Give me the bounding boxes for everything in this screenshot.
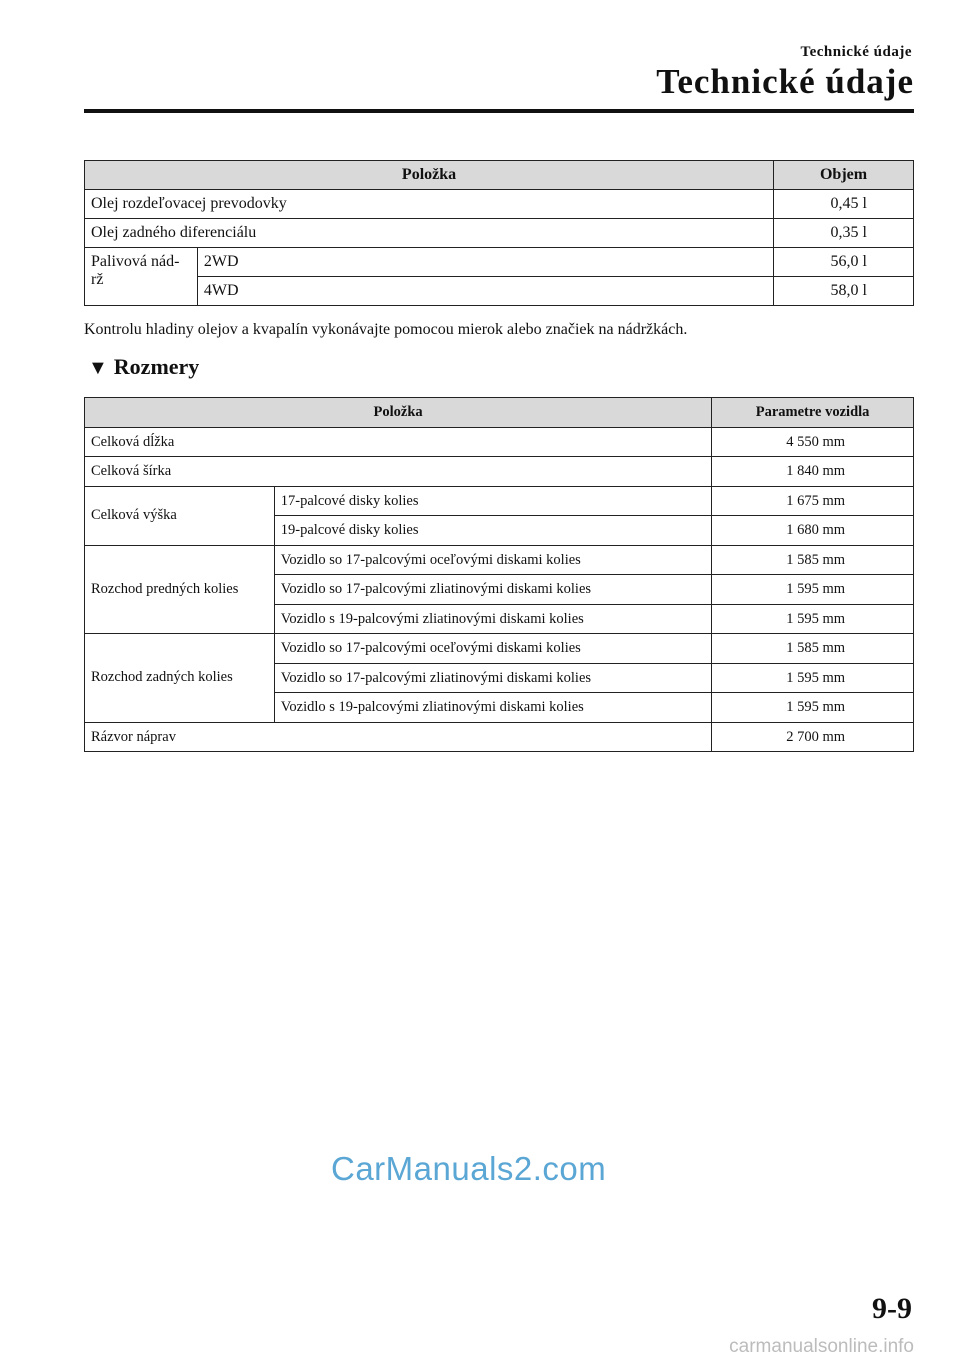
- row-sublabel: Vozidlo so 17-palcovými zliatinovými diskami kolies: [274, 575, 711, 605]
- table-row: [85, 545, 914, 575]
- row-sublabel: Vozidlo s 19-palcovými zliatinovými diskami kolies: [274, 693, 711, 723]
- row-label: Celková dĺžka: [85, 427, 712, 457]
- column-header-item: Položka: [85, 398, 712, 428]
- fuel-tank-label-line2: rž: [91, 271, 104, 288]
- row-label: Celková šírka: [85, 457, 712, 487]
- fluid-capacity-table: [84, 160, 914, 306]
- row-label: Olej zadného diferenciálu: [85, 219, 774, 248]
- row-value: 4 550 mm: [712, 427, 914, 457]
- row-sublabel: 17-palcové disky kolies: [274, 486, 711, 516]
- row-value: 0,35 l: [774, 219, 914, 248]
- table-row: [85, 277, 914, 306]
- table-row: [85, 457, 914, 487]
- table-row: [85, 427, 914, 457]
- table-row: [85, 219, 914, 248]
- row-value: 1 680 mm: [712, 516, 914, 546]
- page-number: 9-9: [872, 1292, 912, 1325]
- table-header-row: [85, 161, 914, 190]
- row-value: 1 595 mm: [712, 663, 914, 693]
- note-text: Kontrolu hladiny olejov a kvapalín vykonávajte pomocou mierok alebo značiek na nádržkách.: [84, 321, 688, 338]
- section-title: Rozmery: [113, 354, 200, 379]
- watermark-logo: CarManuals2.com: [331, 1150, 607, 1187]
- row-value: 0,45 l: [774, 190, 914, 219]
- table-row: [85, 190, 914, 219]
- row-value: 1 585 mm: [712, 634, 914, 664]
- row-value: 1 840 mm: [712, 457, 914, 487]
- row-value: 2 700 mm: [712, 722, 914, 752]
- column-header-volume: Objem: [774, 161, 914, 190]
- table-row: [85, 634, 914, 664]
- header-rule: [84, 109, 914, 113]
- row-value: 1 585 mm: [712, 545, 914, 575]
- table-row: [85, 248, 914, 277]
- row-value: 58,0 l: [774, 277, 914, 306]
- triangle-bullet-icon: ▼: [88, 357, 108, 379]
- row-value: 1 675 mm: [712, 486, 914, 516]
- table-row: [85, 486, 914, 516]
- footer-watermark: carmanualsonline.info: [729, 1336, 914, 1357]
- dimensions-table: [84, 397, 914, 752]
- row-label: Olej rozdeľovacej prevodovky: [85, 190, 774, 219]
- row-group-label: Rozchod zadných kolies: [85, 634, 275, 723]
- row-sublabel: Vozidlo so 17-palcovými oceľovými diskami kolies: [274, 634, 711, 664]
- column-header-parameters: Parametre vozidla: [712, 398, 914, 428]
- row-value: 56,0 l: [774, 248, 914, 277]
- row-group-label: Rozchod predných kolies: [85, 545, 275, 634]
- row-sublabel: Vozidlo so 17-palcovými zliatinovými diskami kolies: [274, 663, 711, 693]
- row-value: 1 595 mm: [712, 604, 914, 634]
- row-sublabel: 2WD: [197, 248, 773, 277]
- row-value: 1 595 mm: [712, 575, 914, 605]
- page-title: Technické údaje: [656, 62, 914, 101]
- row-sublabel: Vozidlo so 17-palcovými oceľovými diskami kolies: [274, 545, 711, 575]
- row-label: Rázvor náprav: [85, 722, 712, 752]
- row-value: 1 595 mm: [712, 693, 914, 723]
- row-sublabel: 4WD: [197, 277, 773, 306]
- row-sublabel: Vozidlo s 19-palcovými zliatinovými diskami kolies: [274, 604, 711, 634]
- running-header: Technické údaje: [800, 44, 912, 60]
- fuel-tank-label: [85, 248, 198, 306]
- column-header-item: Položka: [85, 161, 774, 190]
- row-sublabel: 19-palcové disky kolies: [274, 516, 711, 546]
- fuel-tank-label-line1: Palivová nád-: [91, 253, 180, 270]
- table-header-row: [85, 398, 914, 428]
- row-group-label: Celková výška: [85, 486, 275, 545]
- table-row: [85, 722, 914, 752]
- section-heading: [88, 354, 199, 380]
